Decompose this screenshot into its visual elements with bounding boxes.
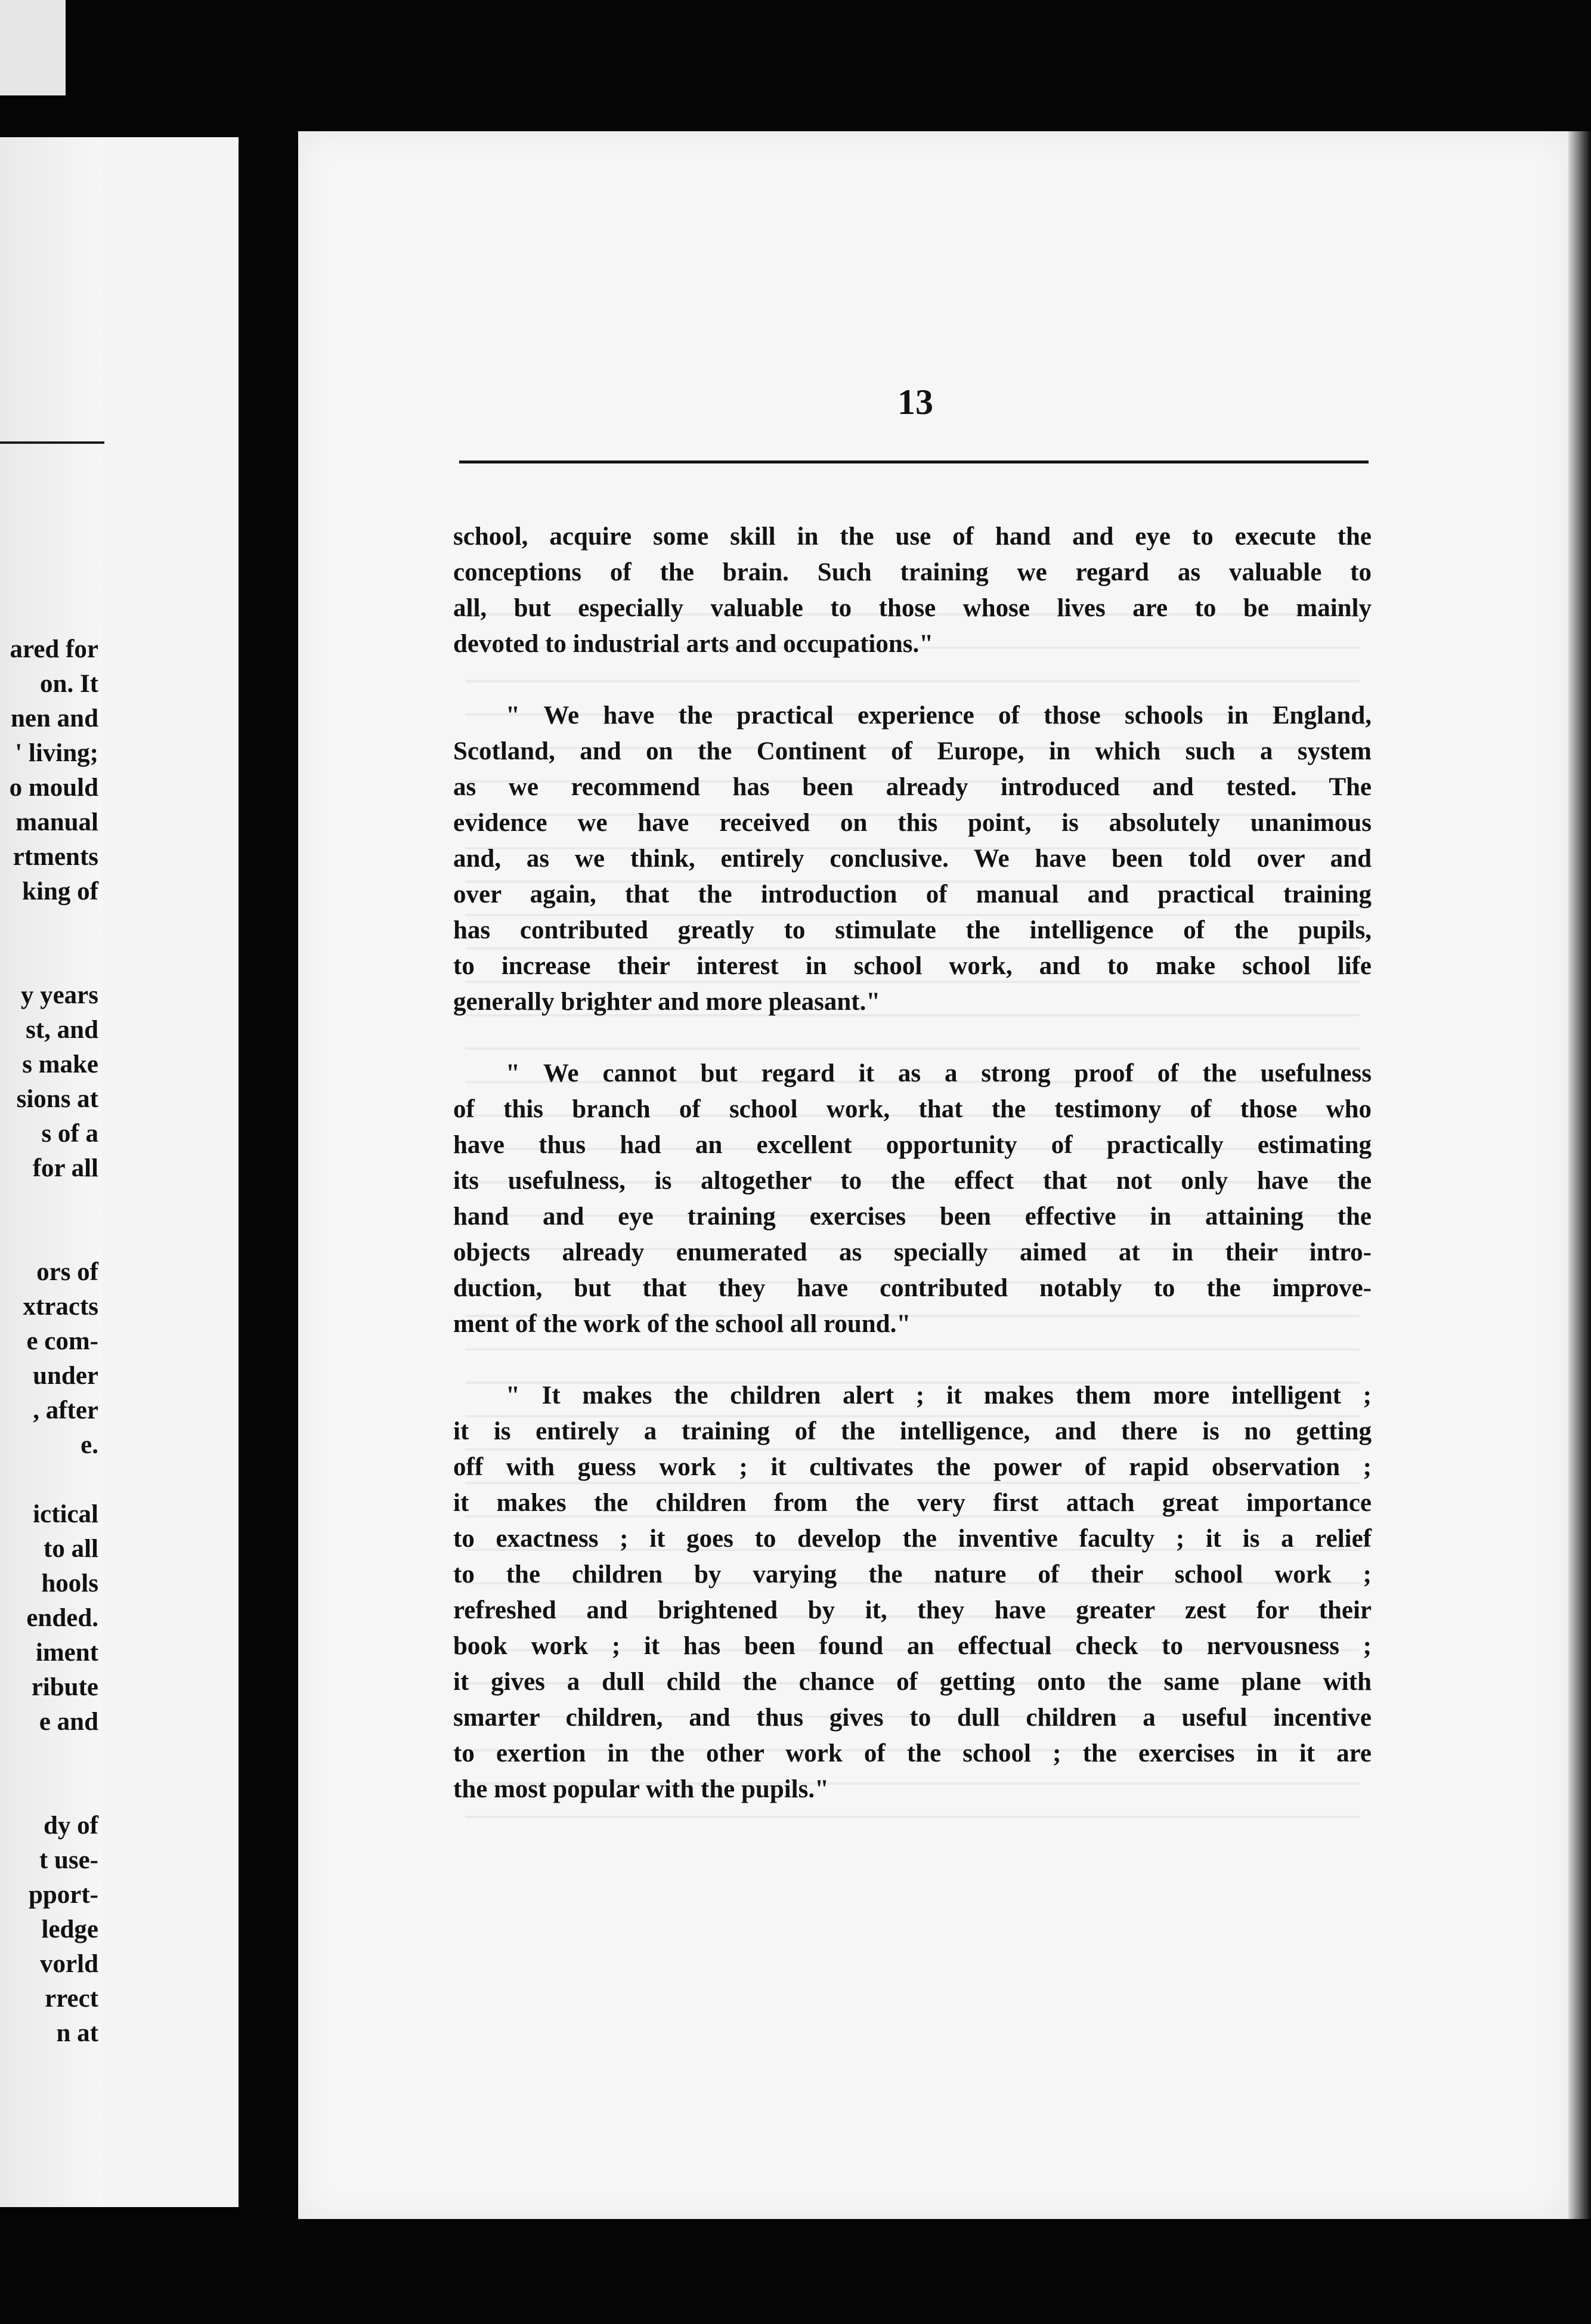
text-line: devoted to industrial arts and occupations." bbox=[453, 630, 934, 658]
text-line: smarter children, and thus gives to dull children a useful incentive bbox=[453, 1704, 1372, 1732]
text-line: as we recommend has been already introduced and tested. The bbox=[453, 773, 1372, 801]
left-page-line: dy of bbox=[44, 1812, 98, 1840]
text-line: and, as we think, entirely conclusive. We have been told over and bbox=[453, 845, 1372, 873]
text-line: its usefulness, is altogether to the effect that not only have the bbox=[453, 1167, 1372, 1195]
text-line: the most popular with the pupils." bbox=[453, 1775, 829, 1803]
left-page-line: to all bbox=[44, 1535, 98, 1563]
left-page-line: vorld bbox=[40, 1950, 98, 1978]
left-page-line: st, and bbox=[26, 1016, 98, 1044]
text-line: to exertion in the other work of the school ; the exercises in it are bbox=[453, 1739, 1372, 1767]
text-line: it is entirely a training of the intelligence, and there is no getting bbox=[453, 1417, 1372, 1445]
page-number: 13 bbox=[897, 382, 933, 422]
text-line: hand and eye training exercises been effective in attaining the bbox=[453, 1203, 1372, 1231]
left-page-line bbox=[0, 1220, 98, 1255]
left-page-line: e com- bbox=[26, 1327, 98, 1355]
text-line: to increase their interest in school work, and to make school life bbox=[453, 952, 1372, 980]
text-line: book work ; it has been found an effectual check to nervousness ; bbox=[453, 1632, 1372, 1660]
left-page-line: iment bbox=[35, 1639, 98, 1667]
text-line: " We cannot but regard it as a strong proof of the usefulness bbox=[506, 1059, 1372, 1087]
left-page-line: nen and bbox=[11, 704, 98, 733]
left-page-line: pport- bbox=[28, 1881, 98, 1909]
left-page-line: , after bbox=[33, 1396, 98, 1424]
left-page-line: under bbox=[33, 1362, 98, 1390]
left-page-line: sions at bbox=[16, 1085, 98, 1113]
left-page-line: ors of bbox=[36, 1258, 98, 1286]
left-page-line: ledge bbox=[41, 1915, 98, 1943]
text-line: " We have the practical experience of those schools in England, bbox=[506, 701, 1372, 730]
text-line: it makes the children from the very first attach great importance bbox=[453, 1489, 1372, 1517]
text-line: refreshed and brightened by it, they have greater zest for their bbox=[453, 1596, 1372, 1624]
text-line: to the children by varying the nature of their school work ; bbox=[453, 1560, 1372, 1589]
left-page-line bbox=[0, 909, 98, 944]
text-line: " It makes the children alert ; it makes them more intelligent ; bbox=[506, 1382, 1372, 1410]
page-body bbox=[453, 519, 1372, 1843]
left-page-line: ared for bbox=[10, 635, 98, 663]
left-page-line: e. bbox=[81, 1431, 98, 1459]
left-page-line: n at bbox=[56, 2019, 98, 2047]
left-page-line: on. It bbox=[40, 670, 98, 698]
left-page-line bbox=[0, 1739, 98, 1774]
text-line: objects already enumerated as specially aimed at in their intro- bbox=[453, 1238, 1372, 1266]
left-page-line: rtments bbox=[13, 843, 98, 871]
paragraph bbox=[453, 1056, 1372, 1342]
left-page-line bbox=[0, 1186, 98, 1220]
text-line: Scotland, and on the Continent of Europe, in which such a system bbox=[453, 737, 1372, 765]
left-page-line: rrect bbox=[45, 1985, 98, 2013]
text-line: it gives a dull child the chance of getting onto the same plane with bbox=[453, 1668, 1372, 1696]
left-facing-page bbox=[0, 137, 262, 2207]
left-page-line: xtracts bbox=[23, 1293, 98, 1321]
left-page-line: y years bbox=[20, 981, 98, 1009]
left-page-text bbox=[0, 632, 98, 2051]
left-page-line: hools bbox=[41, 1569, 98, 1597]
left-page-line: for all bbox=[32, 1154, 98, 1182]
left-page-line: ictical bbox=[33, 1500, 98, 1528]
left-page-line: s make bbox=[22, 1050, 98, 1078]
left-page-line bbox=[0, 944, 98, 978]
left-page-line: t use- bbox=[39, 1846, 98, 1874]
text-line: of this branch of school work, that the testimony of those who bbox=[453, 1095, 1372, 1123]
text-line: duction, but that they have contributed notably to the improve- bbox=[453, 1274, 1372, 1302]
left-page-rule bbox=[0, 441, 104, 444]
left-page-line bbox=[0, 1463, 98, 1497]
book-gutter bbox=[239, 0, 295, 2324]
text-line: has contributed greatly to stimulate the intelligence of the pupils, bbox=[453, 916, 1372, 944]
left-page-line: manual bbox=[16, 808, 98, 836]
text-line: over again, that the introduction of manual and practical training bbox=[453, 880, 1372, 908]
paragraph bbox=[453, 698, 1372, 1020]
text-line: off with guess work ; it cultivates the power of rapid observation ; bbox=[453, 1453, 1372, 1481]
text-line: school, acquire some skill in the use of hand and eye to execute the bbox=[453, 523, 1372, 551]
header-rule bbox=[459, 461, 1369, 463]
paragraph bbox=[453, 519, 1372, 662]
text-line: have thus had an excellent opportunity of practically estimating bbox=[453, 1131, 1372, 1159]
left-page-line bbox=[0, 1774, 98, 1809]
left-page-line: ' living; bbox=[15, 739, 98, 767]
page-edge-shadow bbox=[1568, 131, 1591, 2219]
left-page-line: o mould bbox=[9, 774, 98, 802]
left-page-line: king of bbox=[22, 877, 98, 906]
text-line: conceptions of the brain. Such training we regard as valuable to bbox=[453, 558, 1372, 586]
text-line: to exactness ; it goes to develop the inventive faculty ; it is a relief bbox=[453, 1525, 1372, 1553]
text-line: all, but especially valuable to those whose lives are to be mainly bbox=[453, 594, 1372, 622]
text-line: ment of the work of the school all round." bbox=[453, 1310, 911, 1338]
text-line: generally brighter and more pleasant." bbox=[453, 988, 881, 1016]
adjacent-page-corner bbox=[0, 0, 66, 95]
left-page-line: ended. bbox=[26, 1604, 98, 1632]
text-line: evidence we have received on this point, is absolutely unanimous bbox=[453, 809, 1372, 837]
left-page-line: e and bbox=[39, 1708, 98, 1736]
left-page-line: ribute bbox=[31, 1673, 98, 1701]
paragraph bbox=[453, 1378, 1372, 1807]
left-page-line: s of a bbox=[41, 1120, 98, 1148]
